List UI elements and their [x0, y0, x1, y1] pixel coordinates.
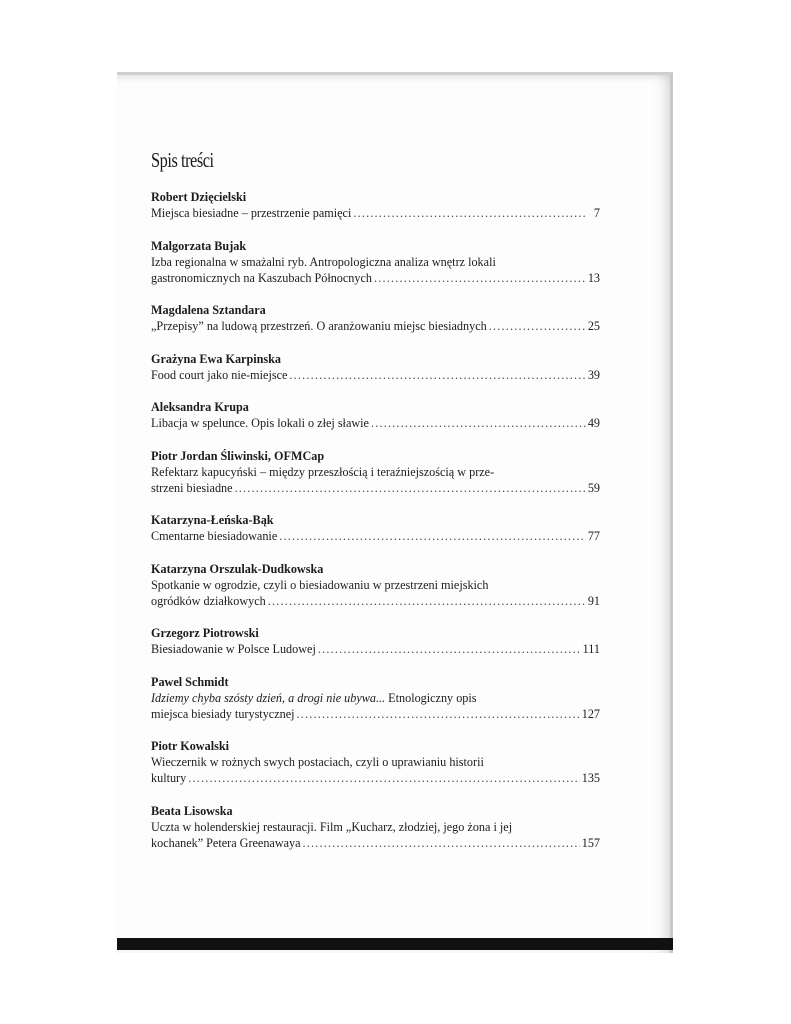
toc-entry	[151, 738, 600, 786]
toc-line-last	[151, 770, 600, 786]
toc-list	[151, 189, 600, 867]
toc-leader-dots	[279, 528, 586, 544]
toc-entry	[151, 803, 600, 851]
toc-entry	[151, 302, 600, 334]
toc-title: Spis treści	[151, 148, 214, 172]
toc-title-text: kochanek” Petera Greenawaya	[151, 835, 301, 850]
toc-title-text: Wieczernik w rożnych swych postaciach, czyli o uprawianiu historii	[151, 755, 484, 769]
toc-line-last	[151, 205, 600, 221]
toc-title-text: Uczta w holenderskiej restauracji. Film „Kucharz, złodziej, jego żona i jej	[151, 819, 513, 834]
toc-leader-dots	[235, 480, 586, 496]
toc-author: Aleksandra Krupa	[151, 400, 249, 414]
toc-leader-dots	[268, 593, 586, 609]
toc-leader-dots	[297, 706, 580, 722]
toc-page-number: 91	[587, 593, 600, 608]
toc-title-text	[151, 690, 600, 706]
toc-author: Grzegorz Piotrowski	[151, 626, 259, 640]
toc-leader-dots	[489, 318, 586, 334]
toc-page-number: 111	[582, 642, 600, 656]
toc-line-last	[151, 641, 600, 657]
toc-leader-dots	[303, 835, 580, 851]
toc-entry	[151, 448, 600, 496]
toc-title-italic: Idziemy chyba szósty dzień, a drogi nie ubywa...	[151, 690, 386, 705]
toc-page-number: 157	[581, 835, 600, 850]
toc-title-text: gastronomicznych na Kaszubach Północnych	[151, 270, 372, 285]
toc-page-number: 49	[587, 416, 600, 430]
toc-line-last	[151, 318, 600, 334]
toc-leader-dots	[374, 270, 586, 286]
toc-entry	[151, 674, 600, 722]
toc-entry	[151, 625, 600, 657]
toc-title-text: Biesiadowanie w Polsce Ludowej	[151, 642, 316, 656]
toc-leader-dots	[371, 415, 586, 431]
toc-leader-dots	[318, 641, 581, 657]
toc-title-text: strzeni biesiadne	[151, 480, 233, 495]
toc-author: Piotr Kowalski	[151, 739, 229, 753]
toc-author: Pawel Schmidt	[151, 674, 229, 689]
toc-line-last	[151, 835, 600, 851]
toc-page-number: 127	[581, 706, 600, 721]
toc-entry	[151, 512, 600, 544]
toc-title-text: Refektarz kapucyński – między przeszłością i teraźniejszością w prze-	[151, 464, 495, 479]
toc-author: Malgorzata Bujak	[151, 238, 247, 253]
toc-title-text: ogródków działkowych	[151, 593, 266, 608]
toc-title-text: „Przepisy” na ludową przestrzeń. O aranżowaniu miejsc biesiadnych	[151, 319, 487, 333]
toc-title-rest: Etnologiczny opis	[385, 690, 477, 705]
toc-line-last	[151, 706, 600, 722]
toc-line-last	[151, 270, 600, 286]
toc-page-number: 25	[587, 319, 600, 333]
toc-entry	[151, 189, 600, 221]
toc-title-text: Miejsca biesiadne – przestrzenie pamięci	[151, 206, 352, 220]
toc-title-text: Libacja w spelunce. Opis lokali o złej sławie	[151, 416, 369, 430]
toc-author: Robert Dzięcielski	[151, 190, 247, 204]
toc-leader-dots	[188, 770, 580, 786]
toc-line-last	[151, 593, 600, 609]
toc-entry	[151, 238, 600, 286]
toc-author: Katarzyna Orszulak-Dudkowska	[151, 561, 324, 576]
toc-page-number: 39	[587, 367, 600, 382]
toc-title-text: kultury	[151, 771, 187, 785]
toc-line-last	[151, 367, 600, 383]
toc-author: Piotr Jordan Śliwinski, OFMCap	[151, 448, 325, 463]
toc-leader-dots	[353, 205, 586, 221]
toc-page-number: 135	[581, 771, 600, 785]
toc-entry	[151, 561, 600, 609]
toc-author: Katarzyna-Łeńska-Bąk	[151, 513, 274, 527]
toc-line-last	[151, 528, 600, 544]
toc-author: Grażyna Ewa Karpinska	[151, 351, 282, 366]
toc-line-last	[151, 415, 600, 431]
toc-leader-dots	[289, 367, 585, 383]
toc-entry	[151, 351, 600, 383]
toc-page-number: 59	[587, 480, 600, 495]
toc-entry	[151, 399, 600, 431]
toc-title-text: Cmentarne biesiadowanie	[151, 529, 278, 543]
scan-bottom-edge	[117, 938, 673, 950]
toc-page-number: 7	[593, 206, 600, 220]
toc-page-number: 77	[587, 529, 600, 543]
toc-title-text: Spotkanie w ogrodzie, czyli o biesiadowaniu w przestrzeni miejskich	[151, 577, 489, 592]
toc-author: Beata Lisowska	[151, 803, 233, 818]
toc-title-text: Food court jako nie-miejsce	[151, 367, 288, 382]
toc-title-text: miejsca biesiady turystycznej	[151, 706, 295, 721]
toc-page-number: 13	[587, 270, 600, 285]
toc-line-last	[151, 480, 600, 496]
toc-author: Magdalena Sztandara	[151, 303, 266, 317]
toc-title-text: Izba regionalna w smażalni ryb. Antropologiczna analiza wnętrz lokali	[151, 254, 496, 269]
